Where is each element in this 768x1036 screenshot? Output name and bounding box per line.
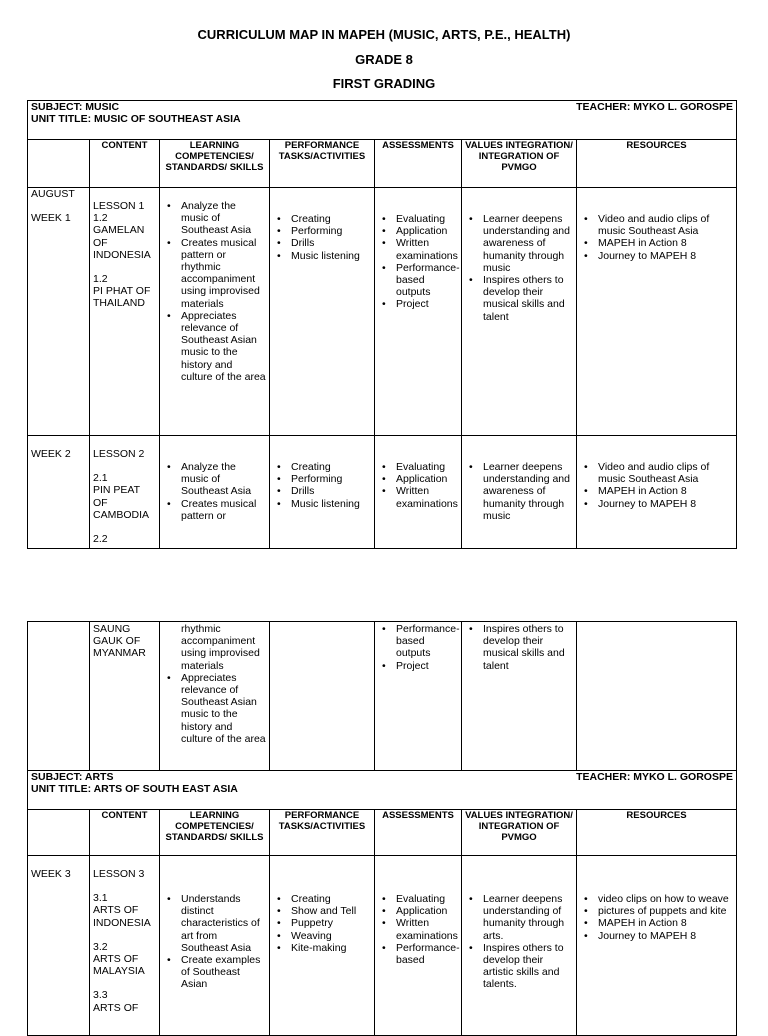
list-item: • Drills [291, 485, 371, 497]
week2-cont-values [462, 622, 577, 771]
list-item: • Performance-based outputs [396, 623, 458, 660]
list-item: • Evaluating [396, 461, 458, 473]
list-item: • Journey to MAPEH 8 [598, 250, 733, 262]
list-item: • Application [396, 225, 458, 237]
unit-title: UNIT TITLE: MUSIC OF SOUTHEAST ASIA [31, 113, 241, 126]
month-label: AUGUST [31, 188, 75, 200]
week2-performance [270, 436, 375, 549]
header-blank [28, 810, 90, 856]
list-item: • Project [396, 298, 458, 310]
week3-label-cell [28, 856, 90, 1036]
list-item: • Music listening [291, 250, 371, 262]
list-item: • Learner deepens understanding and awareness of humanity through music [483, 213, 573, 274]
grading-period-heading: FIRST GRADING [332, 76, 436, 91]
list-item: • Performance-based [396, 942, 458, 966]
teacher-name: TEACHER: MYKO L. GOROSPE [576, 771, 733, 783]
week2-cont-resources [577, 622, 737, 771]
list-item: • Evaluating [396, 893, 458, 905]
week3-assessments [375, 856, 462, 1036]
content-line: PI PHAT OF [93, 285, 151, 298]
list-item: • Inspires others to develop their musical skills and talent [483, 274, 573, 323]
list-item: • Application [396, 473, 458, 485]
content-line: MYANMAR [93, 647, 146, 660]
week1-learning [160, 188, 270, 436]
list-item: • Journey to MAPEH 8 [598, 930, 733, 942]
header-assessments: ASSESSMENTS [375, 140, 462, 188]
header-resources: RESOURCES [577, 810, 737, 856]
header-content: CONTENT [90, 810, 160, 856]
arts-curriculum-table [27, 621, 737, 1036]
week1-row [28, 188, 737, 436]
content-line: 3.2 [93, 940, 108, 953]
list-item: • Written examinations [396, 917, 458, 941]
week2-row [28, 436, 737, 549]
subject-row [28, 101, 737, 140]
week-label: WEEK 3 [31, 868, 71, 880]
list-item: • Appreciates relevance of Southeast Asian music to the history and culture of the area [181, 310, 266, 383]
header-assessments: ASSESSMENTS [375, 810, 462, 856]
subject-label: SUBJECT: ARTS [31, 771, 114, 783]
header-content: CONTENT [90, 140, 160, 188]
list-item: • video clips on how to weave [598, 893, 733, 905]
list-item: • Journey to MAPEH 8 [598, 498, 733, 510]
content-line: MALAYSIA [93, 965, 145, 978]
header-learning: LEARNING COMPETENCIES/ STANDARDS/ SKILLS [160, 140, 270, 188]
list-item: • Performing [291, 473, 371, 485]
continued-text: rhythmic accompaniment using improvised materials [181, 623, 260, 672]
content-line: ARTS OF [93, 904, 139, 917]
header-values: VALUES INTEGRATION/ INTEGRATION OF PVMGO [462, 810, 577, 856]
week3-resources [577, 856, 737, 1036]
list-item: • Understands distinct characteristics of art from Southeast Asia [181, 893, 266, 954]
content-line: OF [93, 496, 108, 509]
list-item: • Creating [291, 461, 371, 473]
music-curriculum-table [27, 100, 737, 549]
list-item: • Performing [291, 225, 371, 237]
week2-cont-performance [270, 622, 375, 771]
list-item: • Analyze the music of Southeast Asia [181, 200, 266, 237]
content-line: 3.1 [93, 892, 108, 905]
list-item: • Analyze the music of Southeast Asia [181, 461, 266, 498]
list-item: • Inspires others to develop their musical skills and talent [483, 623, 573, 672]
list-item: • Learner deepens understanding and awareness of humanity through music [483, 461, 573, 522]
content-line: SAUNG [93, 623, 131, 635]
list-item: • Kite-making [291, 942, 371, 954]
content-line: INDONESIA [93, 248, 151, 261]
column-header-row [28, 140, 737, 188]
list-item: • Creates musical pattern or [181, 498, 266, 522]
list-item: • Video and audio clips of music Southeast Asia [598, 213, 733, 237]
header-performance: PERFORMANCE TASKS/ACTIVITIES [270, 810, 375, 856]
content-line: PIN PEAT [93, 484, 141, 497]
list-item: • Appreciates relevance of Southeast Asian music to the history and culture of the area [181, 672, 266, 745]
list-item: • Creating [291, 893, 371, 905]
grade-heading: GRADE 8 [355, 52, 413, 67]
week1-values [462, 188, 577, 436]
week1-content [90, 188, 160, 436]
list-item: • Evaluating [396, 213, 458, 225]
teacher-name: TEACHER: MYKO L. GOROSPE [576, 101, 734, 113]
week2-cont-learning [160, 622, 270, 771]
list-item: • Create examples of Southeast Asian [181, 954, 266, 991]
list-item: • Creating [291, 213, 371, 225]
list-item: • Weaving [291, 930, 371, 942]
header-values: VALUES INTEGRATION/ INTEGRATION OF PVMGO [462, 140, 577, 188]
content-line: LESSON 1 [93, 200, 145, 212]
list-item: • Project [396, 660, 458, 672]
list-item: • Puppetry [291, 917, 371, 929]
list-item: • Music listening [291, 498, 371, 510]
list-item: • Performance-based outputs [396, 262, 458, 299]
week2-learning [160, 436, 270, 549]
header-learning: LEARNING COMPETENCIES/ STANDARDS/ SKILLS [160, 810, 270, 856]
unit-title: UNIT TITLE: ARTS OF SOUTH EAST ASIA [31, 783, 238, 796]
content-line: GAMELAN [93, 224, 145, 237]
list-item: • Learner deepens understanding of humanity through arts. [483, 893, 573, 942]
week3-performance [270, 856, 375, 1036]
content-line: 2.2 [93, 533, 108, 546]
list-item: • Creates musical pattern or rhythmic accompaniment using improvised materials [181, 237, 266, 310]
week3-content [90, 856, 160, 1036]
week1-resources [577, 188, 737, 436]
content-line: 2.1 [93, 472, 108, 485]
week1-label-cell [28, 188, 90, 436]
week2-resources [577, 436, 737, 549]
week2-assessments [375, 436, 462, 549]
week-label: WEEK 1 [31, 212, 71, 225]
header-blank [28, 140, 90, 188]
list-item: • pictures of puppets and kite [598, 905, 733, 917]
content-line: INDONESIA [93, 916, 151, 929]
content-line: 1.2 [93, 273, 108, 286]
content-line: 1.2 [93, 212, 108, 225]
week3-learning [160, 856, 270, 1036]
list-item: • Written examinations [396, 237, 458, 261]
list-item: • Show and Tell [291, 905, 371, 917]
list-item: • Inspires others to develop their artistic skills and talents. [483, 942, 573, 991]
week3-values [462, 856, 577, 1036]
week1-assessments [375, 188, 462, 436]
header-resources: RESOURCES [577, 140, 737, 188]
week-label: WEEK 2 [31, 448, 71, 460]
list-item: • Video and audio clips of music Southeast Asia [598, 461, 733, 485]
content-line: CAMBODIA [93, 508, 150, 521]
week2-content [90, 436, 160, 549]
week2-cont-content [90, 622, 160, 771]
document-title: CURRICULUM MAP IN MAPEH (MUSIC, ARTS, P.E., HEALTH) [197, 27, 571, 42]
content-line: 3.3 [93, 989, 108, 1002]
content-line: LESSON 2 [93, 448, 145, 460]
list-item: • Written examinations [396, 485, 458, 509]
header-performance: PERFORMANCE TASKS/ACTIVITIES [270, 140, 375, 188]
list-item: • MAPEH in Action 8 [598, 917, 733, 929]
week2-values [462, 436, 577, 549]
week3-row [28, 856, 737, 1036]
subject-label: SUBJECT: MUSIC [31, 101, 120, 113]
content-line: ARTS OF [93, 1001, 139, 1014]
week2-continued-row [28, 622, 737, 771]
content-line: ARTS OF [93, 953, 139, 966]
week2-cont-assessments [375, 622, 462, 771]
content-line: GAUK OF [93, 635, 141, 648]
content-line: THAILAND [93, 297, 145, 310]
list-item: • MAPEH in Action 8 [598, 485, 733, 497]
column-header-row [28, 810, 737, 856]
content-line: LESSON 3 [93, 868, 145, 880]
list-item: • MAPEH in Action 8 [598, 237, 733, 249]
list-item: • Drills [291, 237, 371, 249]
subject-row [28, 771, 737, 810]
list-item: • Application [396, 905, 458, 917]
week1-performance [270, 188, 375, 436]
content-line: OF [93, 236, 108, 249]
week2-cont-label-cell [28, 622, 90, 771]
week2-label-cell [28, 436, 90, 549]
